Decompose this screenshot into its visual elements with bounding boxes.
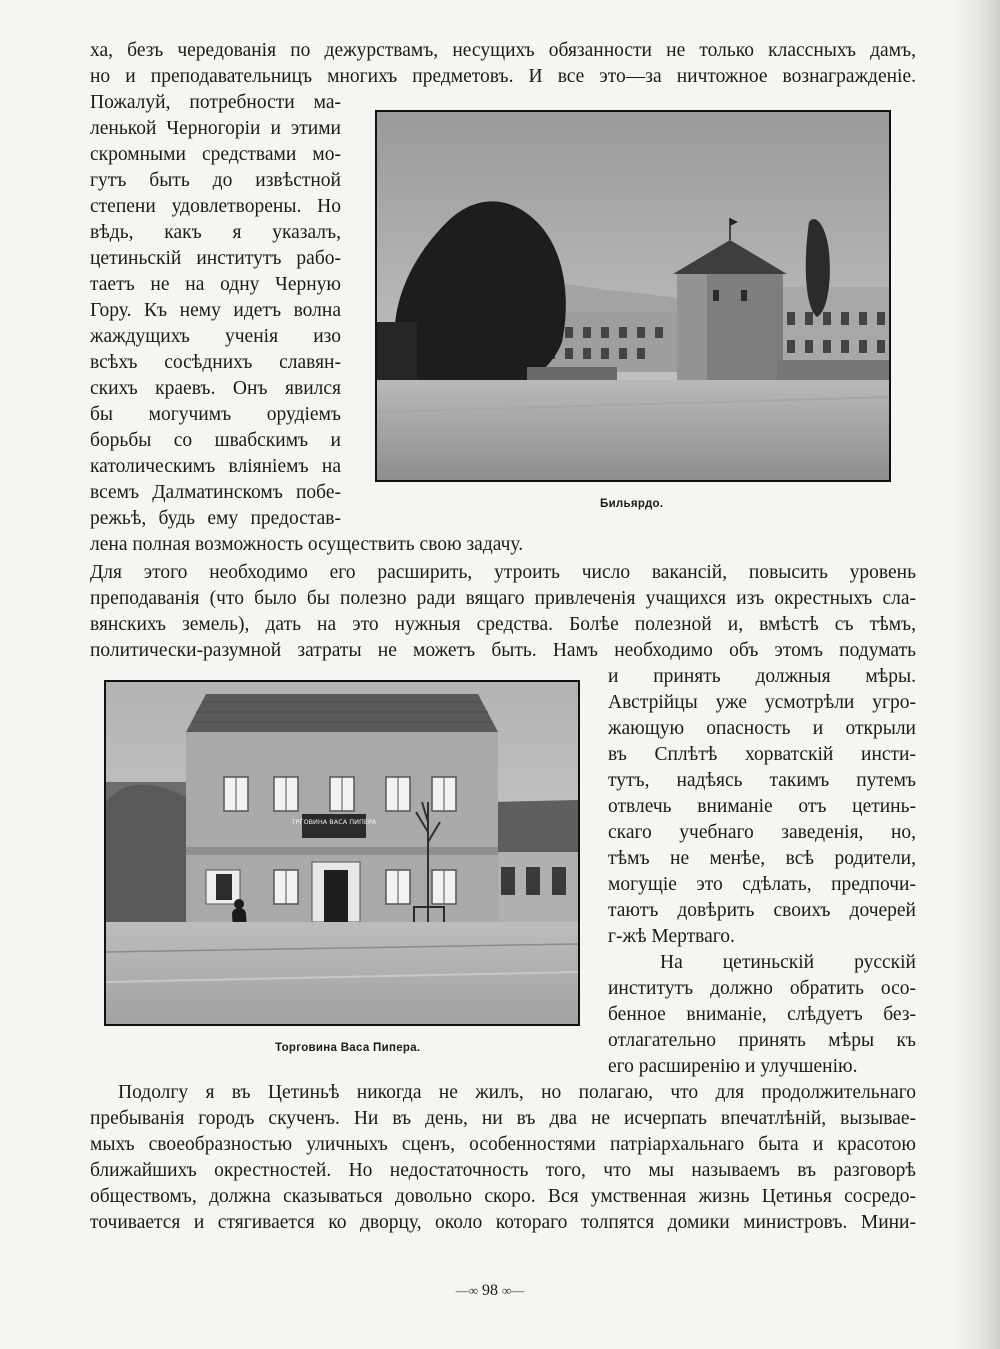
text-line: Для этого необходимо его расширить, утроить число вакансій, повысить уровень xyxy=(90,562,916,583)
text-line: преподаванія (что было бы полезно ради вящаго привлеченія учащихся изъ окрестныхъ сла- xyxy=(90,588,916,609)
page-gutter-shadow xyxy=(952,0,1000,1349)
text-line: вянскихъ земель), дать на это нужныя средства. Болѣе полезной и, вмѣстѣ съ тѣмъ, xyxy=(90,614,916,635)
text-line: его расширенію и улучшенію. xyxy=(608,1056,858,1077)
right-ornament-icon: ∞— xyxy=(502,1283,525,1298)
text-line: всемъ Далматинскомъ побе- xyxy=(90,482,341,503)
text-line: и принять должныя мѣры. xyxy=(608,666,916,687)
text-line: обществомъ, должна сказываться довольно скоро. Вся умственная жизнь Цетинья сосредо- xyxy=(90,1186,916,1207)
text-line: цетиньскій институтъ рабо- xyxy=(90,248,341,269)
text-line: ха, безъ чередованія по дежурствамъ, несущихъ обязанности не только классныхъ дамъ, xyxy=(90,40,916,61)
shop-sign-text: ТРГОВИНА ВАСА ПИПЕРА xyxy=(291,818,377,826)
text-line: мыхъ своеобразностью уличныхъ сценъ, особенностями патріархальнаго быта и красотою xyxy=(90,1134,916,1155)
text-line: вѣдь, какъ я указалъ, xyxy=(90,222,341,243)
text-line: въ Сплѣтѣ хорватскій инсти- xyxy=(608,744,916,765)
photo-biljardo xyxy=(375,110,891,482)
text-line: таютъ довѣрить своихъ дочерей xyxy=(608,900,916,921)
text-line: католическимъ вліяніемъ на xyxy=(90,456,341,477)
text-line: Гору. Къ нему идетъ волна xyxy=(90,300,341,321)
text-line: институтъ должно обратить осо- xyxy=(608,978,916,999)
text-line: гутъ быть до извѣстной xyxy=(90,170,341,191)
text-line: бы могучимъ орудіемъ xyxy=(90,404,341,425)
text-line: режьѣ, будь ему предостав- xyxy=(90,508,341,529)
text-line: степени удовлетворены. Но xyxy=(90,196,341,217)
text-line: тутъ, надѣясь такимъ путемъ xyxy=(608,770,916,791)
photo-biljardo-caption: Бильярдо. xyxy=(600,498,664,510)
text-line: Пожалуй, потребности ма- xyxy=(90,92,341,113)
text-line: ленькой Черногоріи и этими xyxy=(90,118,341,139)
text-line: отвлечь вниманіе отъ цетинь- xyxy=(608,796,916,817)
text-line: пребыванія городъ скученъ. Ни въ день, ни въ два не исчерпать впечатлѣній, вызывае- xyxy=(90,1108,916,1129)
text-line: г-жѣ Мертваго. xyxy=(608,926,735,947)
text-line: точивается и стягивается ко дворцу, около котораго толпятся домики министровъ. Мини- xyxy=(90,1212,916,1233)
text-line: борьбы со швабскимъ и xyxy=(90,430,341,451)
text-line: бенное вниманіе, слѣдуетъ без- xyxy=(608,1004,916,1025)
text-line: ближайшихъ окрестностей. Но недостаточность того, что мы называемъ въ разговорѣ xyxy=(90,1160,916,1181)
text-line: скаго учебнаго заведенія, но, xyxy=(608,822,916,843)
text-line: отлагательно принять мѣры къ xyxy=(608,1030,916,1051)
left-ornament-icon: —∞ xyxy=(455,1283,478,1298)
photo-trgovina-image xyxy=(106,682,578,1024)
text-line: Подолгу я въ Цетиньѣ никогда не жилъ, но полагаю, что для продолжительнаго xyxy=(118,1082,916,1103)
text-line: скромными средствами мо- xyxy=(90,144,341,165)
text-line: Австрійцы уже усмотрѣли угро- xyxy=(608,692,916,713)
text-line: жающую опасность и открыли xyxy=(608,718,916,739)
text-line: жаждущихъ ученія изо xyxy=(90,326,341,347)
photo-trgovina xyxy=(104,680,580,1026)
text-line: но и преподавательницъ многихъ предметовъ. И все это—за ничтожное вознагражденіе. xyxy=(90,66,916,87)
text-line: тѣмъ не менѣе, всѣ родители, xyxy=(608,848,916,869)
page-number-block xyxy=(420,1281,560,1301)
text-line: всѣхъ сосѣднихъ славян- xyxy=(90,352,341,373)
text-line: могущіе это сдѣлать, предпочи- xyxy=(608,874,916,895)
text-line: На цетиньскій русскій xyxy=(660,952,916,973)
page-number: 98 xyxy=(482,1282,498,1299)
text-line: скихъ краевъ. Онъ явился xyxy=(90,378,341,399)
text-line: таетъ не на одну Черную xyxy=(90,274,341,295)
text-line: лена полная возможность осуществить свою задачу. xyxy=(90,534,524,555)
photo-trgovina-caption: Торговина Васа Пипера. xyxy=(275,1042,421,1054)
text-line: политически-разумной затраты не можетъ быть. Намъ необходимо объ этомъ подумать xyxy=(90,640,916,661)
photo-biljardo-image xyxy=(377,112,889,480)
